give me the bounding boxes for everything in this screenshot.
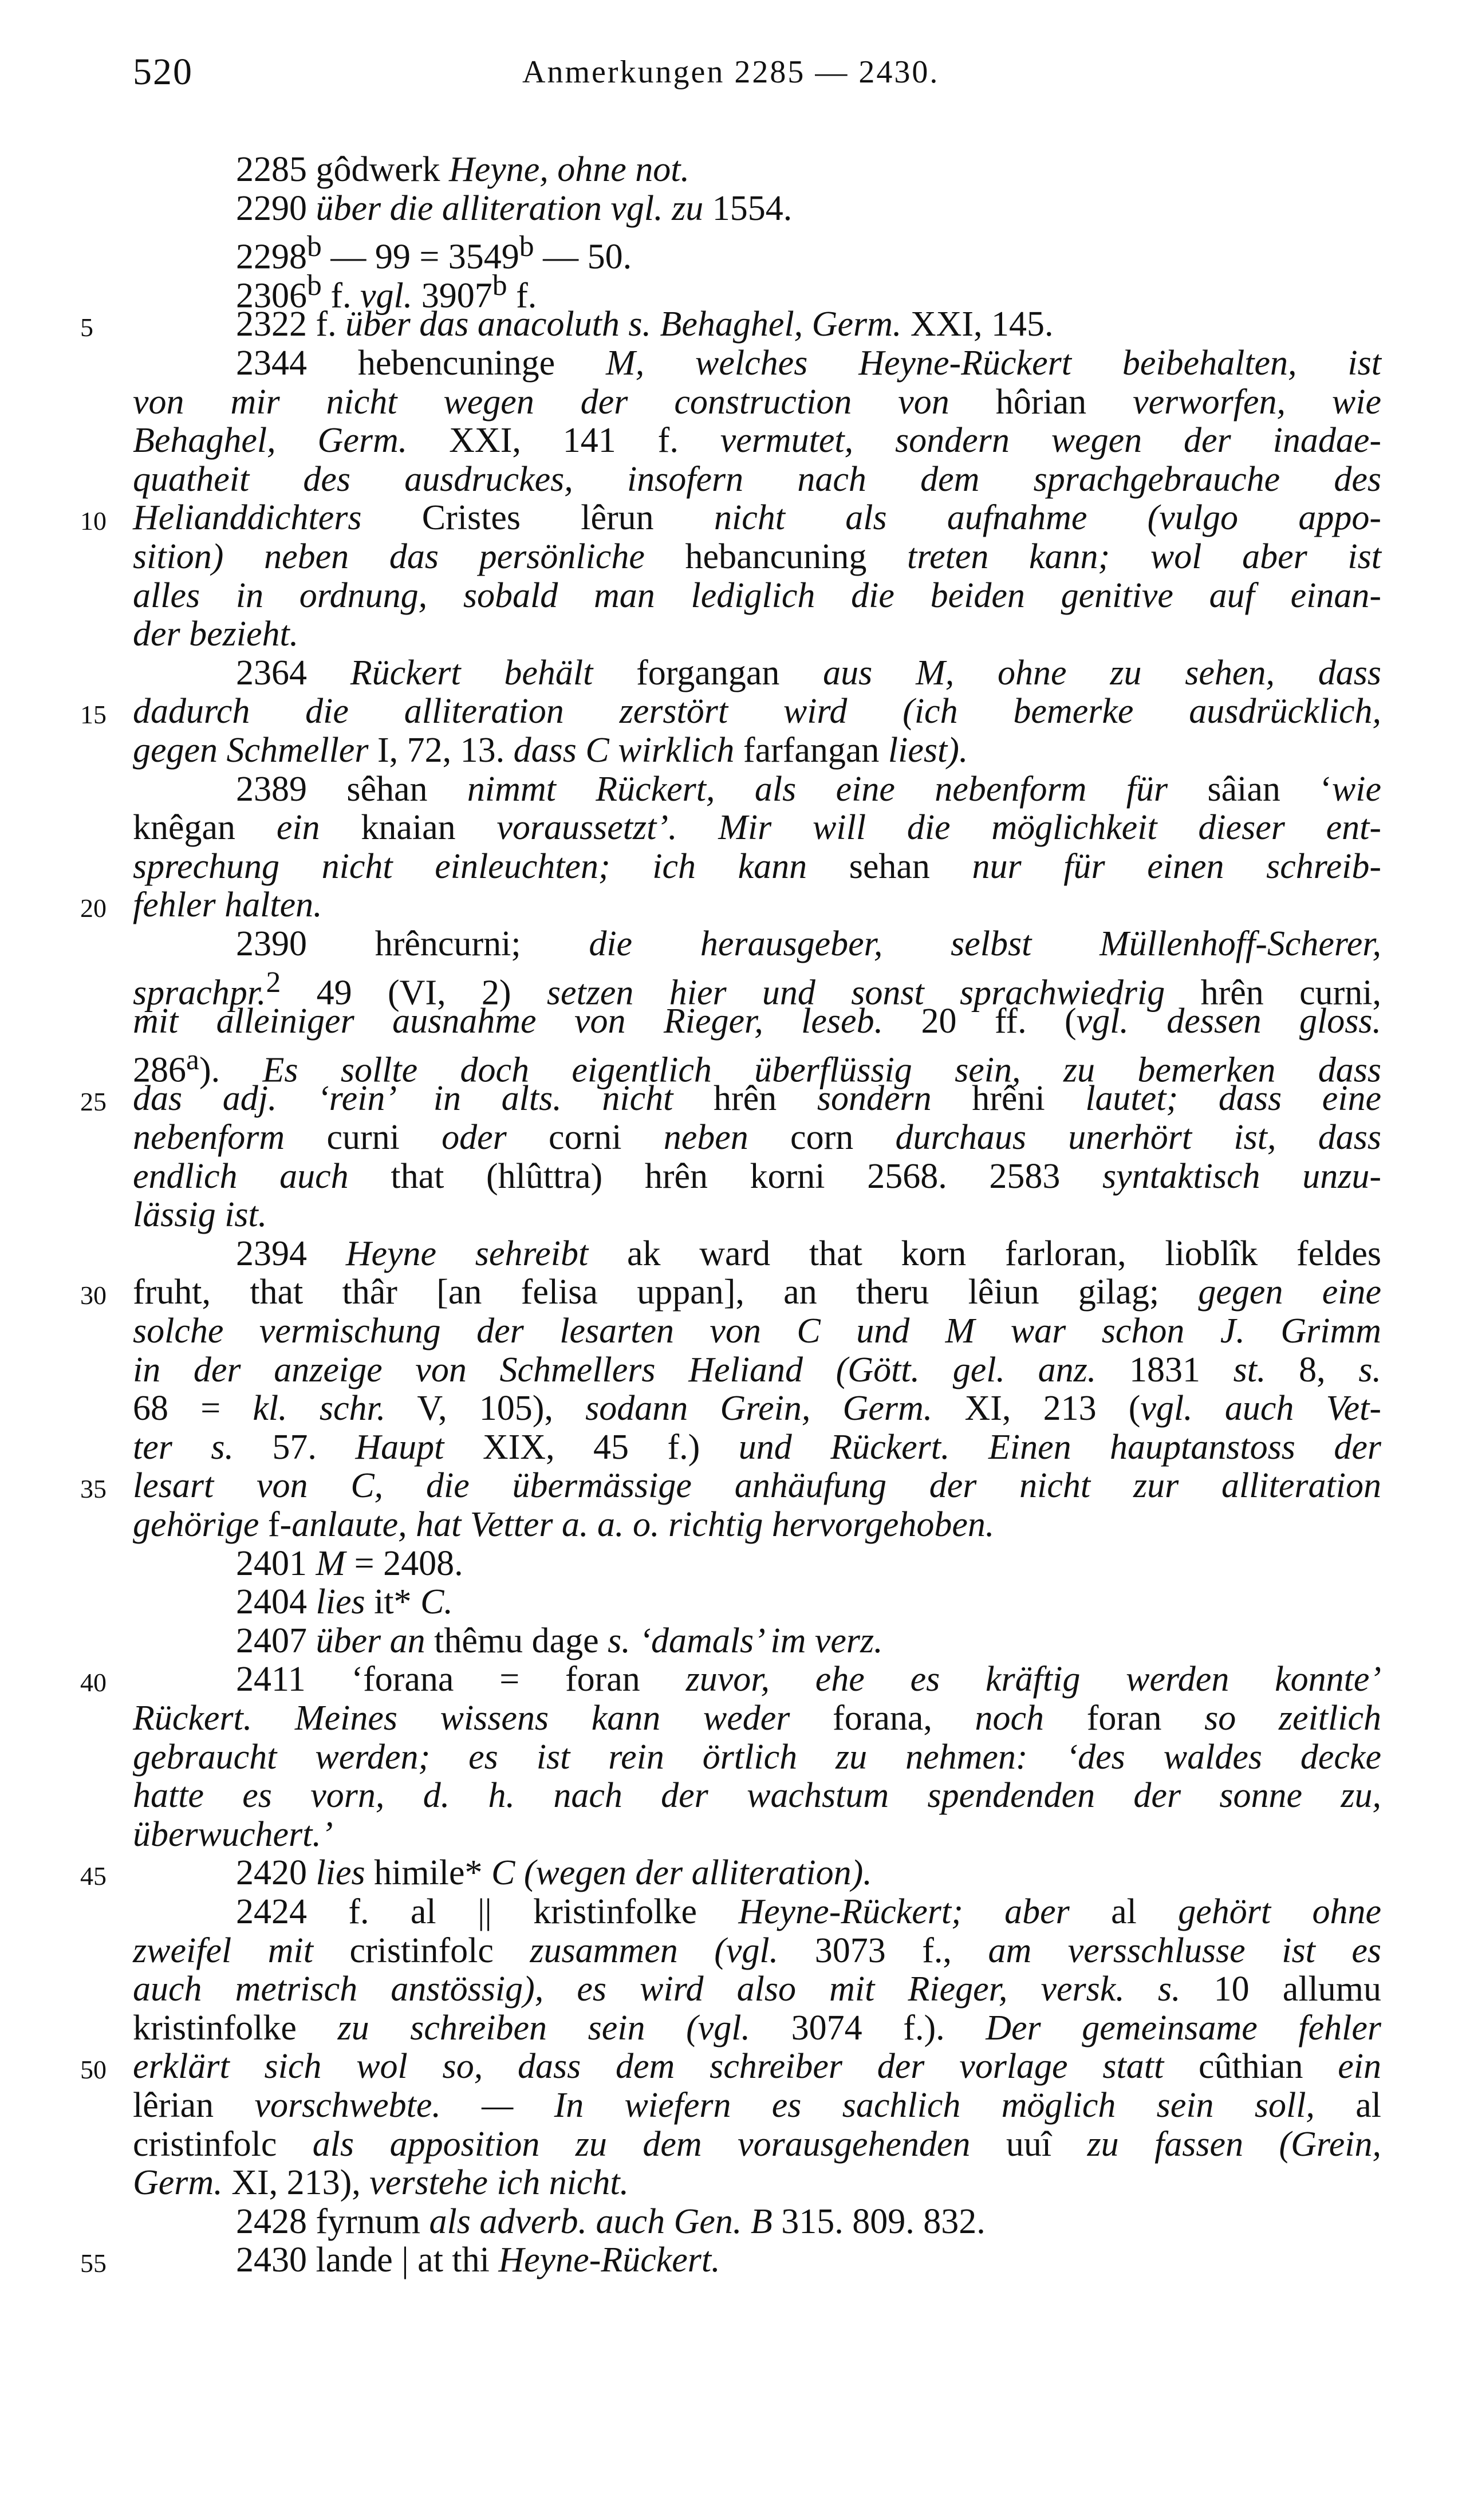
- text-line: fruht, that thâr [an felisa uppan], an theru lêiun gilag; gegen eine: [133, 1273, 1381, 1312]
- text-line: kristinfolke zu schreiben sein (vgl. 3074 f.). Der gemeinsame fehler: [133, 2008, 1382, 2048]
- text-line: 2394 Heyne sehreibt ak ward that korn farloran, lioblîk feldes: [236, 1234, 1382, 1273]
- line-number: 25: [80, 1087, 107, 1117]
- text-line: lesart von C, die übermässige anhäufung der nicht zur alliteration: [133, 1466, 1381, 1506]
- text-line: der bezieht.: [133, 615, 299, 654]
- text-line: lêrian vorschwebte. — In wiefern es sachlich möglich sein soll, al: [133, 2086, 1381, 2125]
- line-number: 15: [80, 700, 107, 730]
- text-line: cristinfolc als apposition zu dem vorausgehenden uuî zu fassen (Grein,: [133, 2124, 1381, 2164]
- line-number: 35: [80, 1474, 107, 1504]
- text-line: 2306$^b$ f. vgl. 3907$^b$ f.: [236, 269, 537, 316]
- text-line: 2344 hebencuninge M, welches Heyne-Rückert beibehalten, ist: [236, 344, 1381, 383]
- text-line: von mir nicht wegen der construction von hôrian verworfen, wie: [133, 382, 1381, 422]
- text-line: 286$^a$). Es sollte doch eigentlich überflüssig sein, zu bemerken dass: [133, 1043, 1381, 1090]
- text-line: auch metrisch anstössig), es wird also mit Rieger, versk. s. 10 allumu: [133, 1970, 1381, 2009]
- line-number: 10: [80, 506, 107, 536]
- text-line: 2428 fyrnum als adverb. auch Gen. B 315. 809. 832.: [236, 2202, 986, 2241]
- text-line: gehörige f-anlaute, hat Vetter a. a. o. richtig hervorgehoben.: [133, 1505, 995, 1544]
- text-line: sprachpr.$^2$ 49 (VI, 2) setzen hier und sonst sprachwiedrig hrên curni,: [133, 966, 1381, 1013]
- text-line: 2404 lies it* C.: [236, 1582, 453, 1622]
- text-line: in der anzeige von Schmellers Heliand (Gött. gel. anz. 1831 st. 8, s.: [133, 1350, 1382, 1389]
- text-line: 2420 lies himile* C (wegen der alliteration).: [236, 1853, 872, 1893]
- text-line: nebenform curni oder corni neben corn durchaus unerhört ist, dass: [133, 1118, 1382, 1157]
- text-line: quatheit des ausdruckes, insofern nach dem sprachgebrauche des: [133, 459, 1381, 499]
- page-header: [133, 50, 1335, 96]
- text-line: 2390 hrêncurni; die herausgeber, selbst Müllenhoff-Scherer,: [236, 924, 1381, 963]
- text-line: mit alleiniger ausnahme von Rieger, leseb. 20 ff. (vgl. dessen gloss.: [133, 1002, 1381, 1041]
- text-line: hatte es vorn, d. h. nach der wachstum spendenden der sonne zu,: [133, 1776, 1381, 1816]
- text-line: das adj. ‘rein’ in alts. nicht hrên sondern hrêni lautet; dass eine: [133, 1079, 1381, 1119]
- text-line: 2389 sêhan nimmt Rückert, als eine nebenform für sâian ‘wie: [236, 769, 1381, 809]
- text-line: überwuchert.’: [133, 1814, 333, 1854]
- line-number: 45: [80, 1861, 107, 1891]
- text-line: 2290 über die alliteration vgl. zu 1554.: [236, 188, 793, 228]
- text-line: gebraucht werden; es ist rein örtlich zu nehmen: ‘des waldes decke: [133, 1737, 1381, 1777]
- text-line: 68 = kl. schr. V, 105), sodann Grein, Germ. XI, 213 (vgl. auch Vet-: [133, 1389, 1381, 1428]
- line-number: 20: [80, 893, 107, 923]
- text-line: erklärt sich wol so, dass dem schreiber der vorlage statt cûthian ein: [133, 2047, 1382, 2086]
- text-line: Rückert. Meines wissens kann weder forana, noch foran so zeitlich: [133, 1699, 1381, 1738]
- line-number: 55: [80, 2249, 107, 2278]
- text-line: lässig ist.: [133, 1195, 267, 1235]
- text-line: 2322 f. über das anacoluth s. Behaghel, Germ. XXI, 145.: [236, 305, 1054, 344]
- line-number: 50: [80, 2055, 107, 2085]
- text-line: alles in ordnung, sobald man lediglich die beiden genitive auf einan-: [133, 576, 1381, 615]
- text-line: solche vermischung der lesarten von C und M war schon J. Grimm: [133, 1312, 1381, 1350]
- text-line: fehler halten.: [133, 885, 322, 925]
- text-line: 2411 ‘forana = foran zuvor, ehe es kräftig werden konnte’: [236, 1660, 1382, 1699]
- text-line: 2401 M = 2408.: [236, 1544, 463, 1583]
- text-line: zweifel mit cristinfolc zusammen (vgl. 3073 f., am versschlusse ist es: [133, 1931, 1381, 1970]
- page-number: 520: [133, 51, 193, 93]
- text-line: endlich auch that (hlûttra) hrên korni 2568. 2583 syntaktisch unzu-: [133, 1156, 1381, 1196]
- text-line: 2298$^b$ — $99 = 3549^b$ — 50.: [236, 230, 632, 277]
- text-line: sprechung nicht einleuchten; ich kann sehan nur für einen schreib-: [133, 846, 1382, 886]
- running-head: Anmerkungen 2285 — 2430.: [522, 54, 940, 90]
- text-line: dadurch die alliteration zerstört wird (ich bemerke ausdrücklich,: [133, 692, 1381, 731]
- line-number: 5: [80, 313, 93, 342]
- text-line: 2364 Rückert behält forgangan aus M, ohne zu sehen, dass: [236, 653, 1381, 692]
- text-line: 2424 f. al || kristinfolke Heyne-Rückert; aber al gehört ohne: [236, 1892, 1381, 1931]
- line-number: 40: [80, 1668, 107, 1698]
- text-line: sition) neben das persönliche hebancuning treten kann; wol aber ist: [133, 537, 1381, 576]
- text-line: Helianddichters Cristes lêrun nicht als aufnahme (vulgo appo-: [133, 498, 1381, 538]
- text-line: Germ. XI, 213), verstehe ich nicht.: [133, 2163, 629, 2203]
- text-line: knêgan ein knaian voraussetzt’. Mir will die möglichkeit dieser ent-: [133, 808, 1382, 848]
- line-number: 30: [80, 1281, 107, 1310]
- text-line: 2430 lande | at thi Heyne-Rückert.: [236, 2241, 720, 2280]
- text-line: 2285 gôdwerk Heyne, ohne not.: [236, 150, 690, 189]
- text-line: gegen Schmeller I, 72, 13. dass C wirklich farfangan liest).: [133, 731, 968, 770]
- text-line: Behaghel, Germ. XXI, 141 f. vermutet, sondern wegen der inadae-: [133, 421, 1381, 460]
- text-line: ter s. 57. Haupt XIX, 45 f.) und Rückert. Einen hauptanstoss der: [133, 1427, 1382, 1467]
- text-line: 2407 über an thêmu dage s. ‘damals’ im verz.: [236, 1621, 883, 1660]
